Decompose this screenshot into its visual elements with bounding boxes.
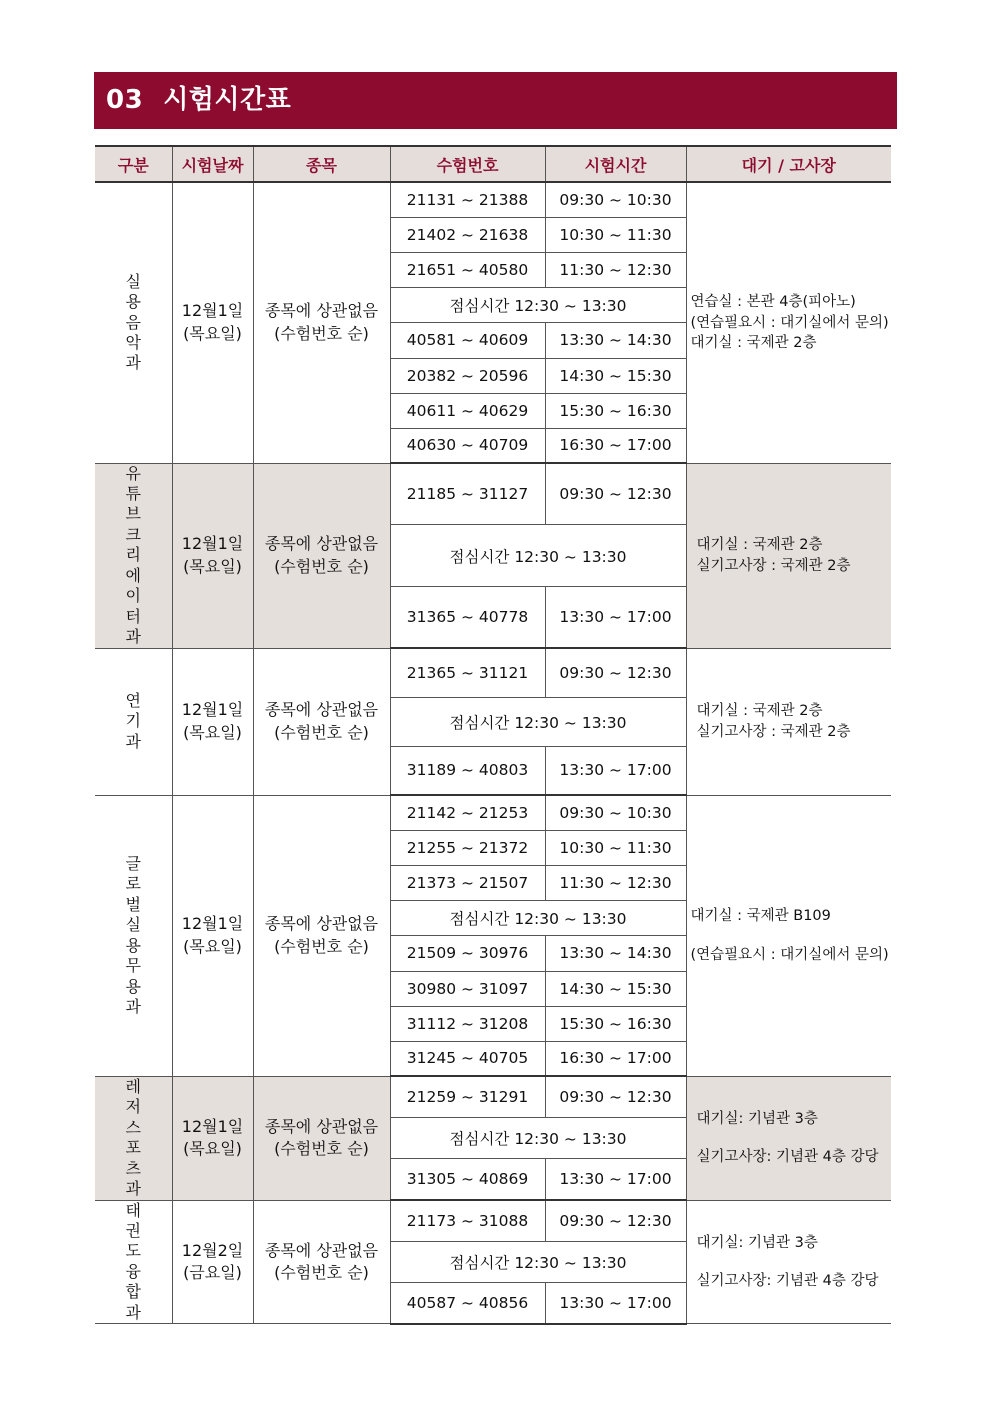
exam-event-main: 종목에 상관없음 bbox=[264, 1116, 379, 1136]
header-exam-time: 시험시간 bbox=[545, 146, 686, 182]
exam-date-weekday: (목요일) bbox=[183, 323, 242, 343]
exam-number-range: 40611 ~ 40629 bbox=[390, 393, 545, 428]
place-line: (연습필요시 : 대기실에서 문의) bbox=[690, 946, 889, 963]
lunch-break: 점심시간 12:30 ~ 13:30 bbox=[390, 1117, 686, 1158]
exam-number-range: 40581 ~ 40609 bbox=[390, 322, 545, 358]
exam-time-slot: 10:30 ~ 11:30 bbox=[545, 217, 686, 252]
exam-date-day: 12월1일 bbox=[181, 1116, 244, 1136]
exam-event bbox=[253, 648, 390, 795]
exam-time-slot: 13:30 ~ 14:30 bbox=[545, 322, 686, 358]
place-line: 대기실 : 국제관 B109 bbox=[690, 908, 831, 925]
exam-number-range: 21185 ~ 31127 bbox=[390, 463, 545, 525]
exam-number-range: 21509 ~ 30976 bbox=[390, 935, 545, 971]
header-event: 종목 bbox=[253, 146, 390, 182]
exam-event bbox=[253, 1200, 390, 1324]
exam-time-slot: 13:30 ~ 17:00 bbox=[545, 586, 686, 648]
exam-event-main: 종목에 상관없음 bbox=[264, 1240, 379, 1260]
header-exam-number: 수험번호 bbox=[390, 146, 545, 182]
exam-date bbox=[172, 182, 253, 463]
place-line: 실기고사장 : 국제관 2층 bbox=[696, 723, 851, 740]
place-info bbox=[686, 463, 891, 648]
exam-time-slot: 09:30 ~ 12:30 bbox=[545, 1076, 686, 1117]
exam-number-range: 21173 ~ 31088 bbox=[390, 1200, 545, 1241]
place-spacer bbox=[697, 1129, 892, 1147]
exam-number-range: 21373 ~ 21507 bbox=[390, 865, 545, 900]
exam-event-note: (수험번호 순) bbox=[274, 722, 369, 742]
exam-number-range: 21365 ~ 31121 bbox=[390, 648, 545, 697]
dept-label: 태권도융합과 bbox=[125, 1200, 141, 1322]
exam-number-range: 31112 ~ 31208 bbox=[390, 1006, 545, 1041]
exam-date-day: 12월1일 bbox=[181, 700, 244, 720]
exam-event-note: (수험번호 순) bbox=[274, 1139, 369, 1159]
exam-time-slot: 09:30 ~ 10:30 bbox=[545, 182, 686, 217]
dept-name bbox=[95, 1200, 172, 1324]
section-banner bbox=[94, 72, 897, 129]
place-line: 연습실 : 본관 4층(피아노) bbox=[690, 294, 856, 311]
exam-event bbox=[253, 182, 390, 463]
schedule-row bbox=[95, 648, 891, 697]
exam-number-range: 21651 ~ 40580 bbox=[390, 252, 545, 287]
exam-schedule-table bbox=[95, 145, 891, 1325]
exam-date-weekday: (목요일) bbox=[183, 556, 242, 576]
dept-label: 연기과 bbox=[125, 691, 141, 751]
exam-event-main: 종목에 상관없음 bbox=[264, 301, 379, 321]
exam-time-slot: 16:30 ~ 17:00 bbox=[545, 1041, 686, 1076]
place-line: 대기실 : 국제관 2층 bbox=[696, 703, 823, 720]
exam-number-range: 30980 ~ 31097 bbox=[390, 971, 545, 1006]
exam-time-slot: 14:30 ~ 15:30 bbox=[545, 358, 686, 393]
header-date: 시험날짜 bbox=[172, 146, 253, 182]
place-info bbox=[686, 795, 891, 1076]
exam-time-slot: 10:30 ~ 11:30 bbox=[545, 830, 686, 865]
place-spacer bbox=[691, 927, 892, 945]
exam-event-main: 종목에 상관없음 bbox=[264, 534, 379, 554]
dept-label: 레저스포츠과 bbox=[125, 1076, 141, 1199]
place-line: 실기고사장 : 국제관 2층 bbox=[696, 557, 851, 574]
exam-event-note: (수험번호 순) bbox=[274, 936, 369, 956]
place-info bbox=[686, 1200, 891, 1324]
exam-number-range: 21255 ~ 21372 bbox=[390, 830, 545, 865]
exam-time-slot: 15:30 ~ 16:30 bbox=[545, 393, 686, 428]
exam-event bbox=[253, 463, 390, 648]
exam-time-slot: 09:30 ~ 10:30 bbox=[545, 795, 686, 830]
exam-event bbox=[253, 795, 390, 1076]
place-line: (연습필요시 : 대기실에서 문의) bbox=[690, 314, 889, 331]
exam-time-slot: 13:30 ~ 17:00 bbox=[545, 1158, 686, 1200]
exam-number-range: 20382 ~ 20596 bbox=[390, 358, 545, 393]
exam-number-range: 40630 ~ 40709 bbox=[390, 428, 545, 463]
exam-time-slot: 16:30 ~ 17:00 bbox=[545, 428, 686, 463]
exam-date-day: 12월1일 bbox=[181, 301, 244, 321]
exam-date bbox=[172, 795, 253, 1076]
exam-number-range: 40587 ~ 40856 bbox=[390, 1283, 545, 1324]
dept-label: 글로벌실용무용과 bbox=[125, 853, 141, 1017]
dept-name bbox=[95, 1076, 172, 1200]
exam-time-slot: 15:30 ~ 16:30 bbox=[545, 1006, 686, 1041]
exam-time-slot: 11:30 ~ 12:30 bbox=[545, 252, 686, 287]
exam-number-range: 21259 ~ 31291 bbox=[390, 1076, 545, 1117]
dept-name bbox=[95, 463, 172, 648]
exam-time-slot: 13:30 ~ 14:30 bbox=[545, 935, 686, 971]
exam-event-note: (수험번호 순) bbox=[274, 1262, 369, 1282]
exam-number-range: 21131 ~ 21388 bbox=[390, 182, 545, 217]
exam-event bbox=[253, 1076, 390, 1200]
schedule-row bbox=[95, 182, 891, 217]
exam-event-main: 종목에 상관없음 bbox=[264, 700, 379, 720]
place-line: 실기고사장: 기념관 4층 강당 bbox=[696, 1272, 879, 1289]
exam-date bbox=[172, 648, 253, 795]
exam-date-day: 12월1일 bbox=[181, 914, 244, 934]
exam-number-range: 21142 ~ 21253 bbox=[390, 795, 545, 830]
section-title: 시험시간표 bbox=[163, 85, 292, 115]
place-line: 대기실 : 국제관 2층 bbox=[696, 537, 823, 554]
place-line: 대기실 : 국제관 2층 bbox=[690, 334, 817, 351]
exam-number-range: 31189 ~ 40803 bbox=[390, 746, 545, 795]
exam-event-note: (수험번호 순) bbox=[274, 556, 369, 576]
lunch-break: 점심시간 12:30 ~ 13:30 bbox=[390, 287, 686, 322]
place-line: 대기실: 기념관 3층 bbox=[696, 1110, 818, 1127]
header-row bbox=[95, 146, 891, 182]
exam-event-main: 종목에 상관없음 bbox=[264, 914, 379, 934]
dept-label: 실용음악과 bbox=[125, 271, 141, 373]
schedule-row bbox=[95, 1076, 891, 1117]
schedule-row bbox=[95, 795, 891, 830]
lunch-break: 점심시간 12:30 ~ 13:30 bbox=[390, 900, 686, 935]
place-line: 대기실: 기념관 3층 bbox=[696, 1234, 818, 1251]
exam-date-weekday: (목요일) bbox=[183, 1139, 242, 1159]
section-number: 03 bbox=[106, 85, 144, 115]
exam-date bbox=[172, 1200, 253, 1324]
schedule-row bbox=[95, 463, 891, 525]
dept-name bbox=[95, 182, 172, 463]
exam-date-weekday: (목요일) bbox=[183, 722, 242, 742]
lunch-break: 점심시간 12:30 ~ 13:30 bbox=[390, 697, 686, 746]
dept-label: 유튜브크리에이터과 bbox=[125, 463, 141, 647]
exam-date-day: 12월2일 bbox=[181, 1240, 244, 1260]
place-line: 실기고사장: 기념관 4층 강당 bbox=[696, 1149, 879, 1166]
header-place: 대기 / 고사장 bbox=[686, 146, 891, 182]
exam-number-range: 31305 ~ 40869 bbox=[390, 1158, 545, 1200]
exam-date bbox=[172, 463, 253, 648]
exam-date bbox=[172, 1076, 253, 1200]
exam-time-slot: 13:30 ~ 17:00 bbox=[545, 746, 686, 795]
place-info bbox=[686, 1076, 891, 1200]
exam-time-slot: 09:30 ~ 12:30 bbox=[545, 463, 686, 525]
place-info bbox=[686, 182, 891, 463]
header-dept: 구분 bbox=[95, 146, 172, 182]
exam-time-slot: 13:30 ~ 17:00 bbox=[545, 1283, 686, 1324]
exam-time-slot: 11:30 ~ 12:30 bbox=[545, 865, 686, 900]
place-info bbox=[686, 648, 891, 795]
dept-name bbox=[95, 648, 172, 795]
lunch-break: 점심시간 12:30 ~ 13:30 bbox=[390, 525, 686, 587]
exam-number-range: 31365 ~ 40778 bbox=[390, 586, 545, 648]
schedule-row bbox=[95, 1200, 891, 1241]
exam-number-range: 21402 ~ 21638 bbox=[390, 217, 545, 252]
place-spacer bbox=[697, 1253, 892, 1271]
exam-event-note: (수험번호 순) bbox=[274, 323, 369, 343]
exam-time-slot: 09:30 ~ 12:30 bbox=[545, 648, 686, 697]
dept-name bbox=[95, 795, 172, 1076]
exam-time-slot: 14:30 ~ 15:30 bbox=[545, 971, 686, 1006]
exam-time-slot: 09:30 ~ 12:30 bbox=[545, 1200, 686, 1241]
exam-date-day: 12월1일 bbox=[181, 534, 244, 554]
exam-date-weekday: (목요일) bbox=[183, 936, 242, 956]
lunch-break: 점심시간 12:30 ~ 13:30 bbox=[390, 1241, 686, 1282]
exam-date-weekday: (금요일) bbox=[183, 1262, 242, 1282]
exam-number-range: 31245 ~ 40705 bbox=[390, 1041, 545, 1076]
